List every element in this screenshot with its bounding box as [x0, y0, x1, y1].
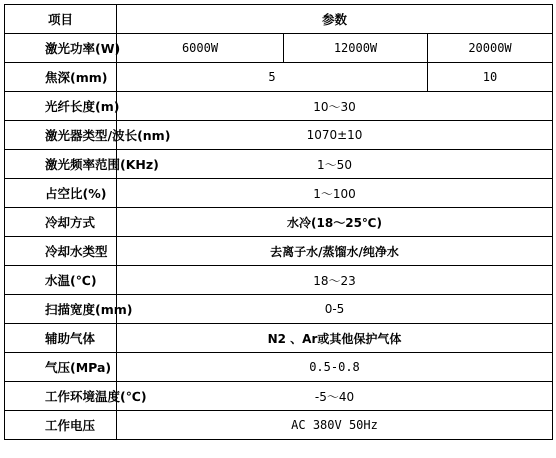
table-row	[5, 179, 553, 208]
table-row	[5, 353, 553, 382]
row-label-scan-width: 扫描宽度(mm)	[5, 295, 117, 324]
row-label-cooling-method: 冷却方式	[5, 208, 117, 237]
table-header-row	[5, 5, 553, 34]
table-row	[5, 34, 553, 63]
duty-ratio-value: 1～100	[117, 179, 553, 208]
table-row	[5, 324, 553, 353]
power-20000: 20000W	[428, 34, 553, 63]
laser-type-value: 1070±10	[117, 121, 553, 150]
row-label-focal-depth: 焦深(mm)	[5, 63, 117, 92]
table-row	[5, 63, 553, 92]
table-row	[5, 266, 553, 295]
power-12000: 12000W	[284, 34, 428, 63]
table-row	[5, 382, 553, 411]
env-temp-value: -5～40	[117, 382, 553, 411]
cooling-water-value: 去离子水/蒸馏水/纯净水	[117, 237, 553, 266]
row-label-pressure: 气压(MPa)	[5, 353, 117, 382]
table-row	[5, 237, 553, 266]
table-row	[5, 150, 553, 179]
table-row	[5, 411, 553, 440]
row-label-voltage: 工作电压	[5, 411, 117, 440]
row-label-laser-type: 激光器类型/波长(nm)	[5, 121, 117, 150]
row-label-cooling-water: 冷却水类型	[5, 237, 117, 266]
voltage-value: AC 380V 50Hz	[117, 411, 553, 440]
row-label-aux-gas: 辅助气体	[5, 324, 117, 353]
aux-gas-value: N2 、Ar或其他保护气体	[117, 324, 553, 353]
pressure-value: 0.5-0.8	[117, 353, 553, 382]
table-row	[5, 92, 553, 121]
fiber-length-value: 10～30	[117, 92, 553, 121]
spec-table	[4, 4, 553, 440]
cooling-method-value: 水冷(18～25℃)	[117, 208, 553, 237]
row-label-water-temp: 水温(℃)	[5, 266, 117, 295]
frequency-value: 1～50	[117, 150, 553, 179]
header-param: 参数	[117, 5, 553, 34]
row-label-power: 激光功率(W)	[5, 34, 117, 63]
row-label-env-temp: 工作环境温度(℃)	[5, 382, 117, 411]
header-item: 项目	[5, 5, 117, 34]
power-6000: 6000W	[117, 34, 284, 63]
focal-depth-10: 10	[428, 63, 553, 92]
row-label-frequency: 激光频率范围(KHz)	[5, 150, 117, 179]
row-label-fiber-length: 光纤长度(m)	[5, 92, 117, 121]
table-row	[5, 121, 553, 150]
table-row	[5, 208, 553, 237]
table-row	[5, 295, 553, 324]
water-temp-value: 18～23	[117, 266, 553, 295]
row-label-duty-ratio: 占空比(%)	[5, 179, 117, 208]
focal-depth-5: 5	[117, 63, 428, 92]
scan-width-value: 0-5	[117, 295, 553, 324]
